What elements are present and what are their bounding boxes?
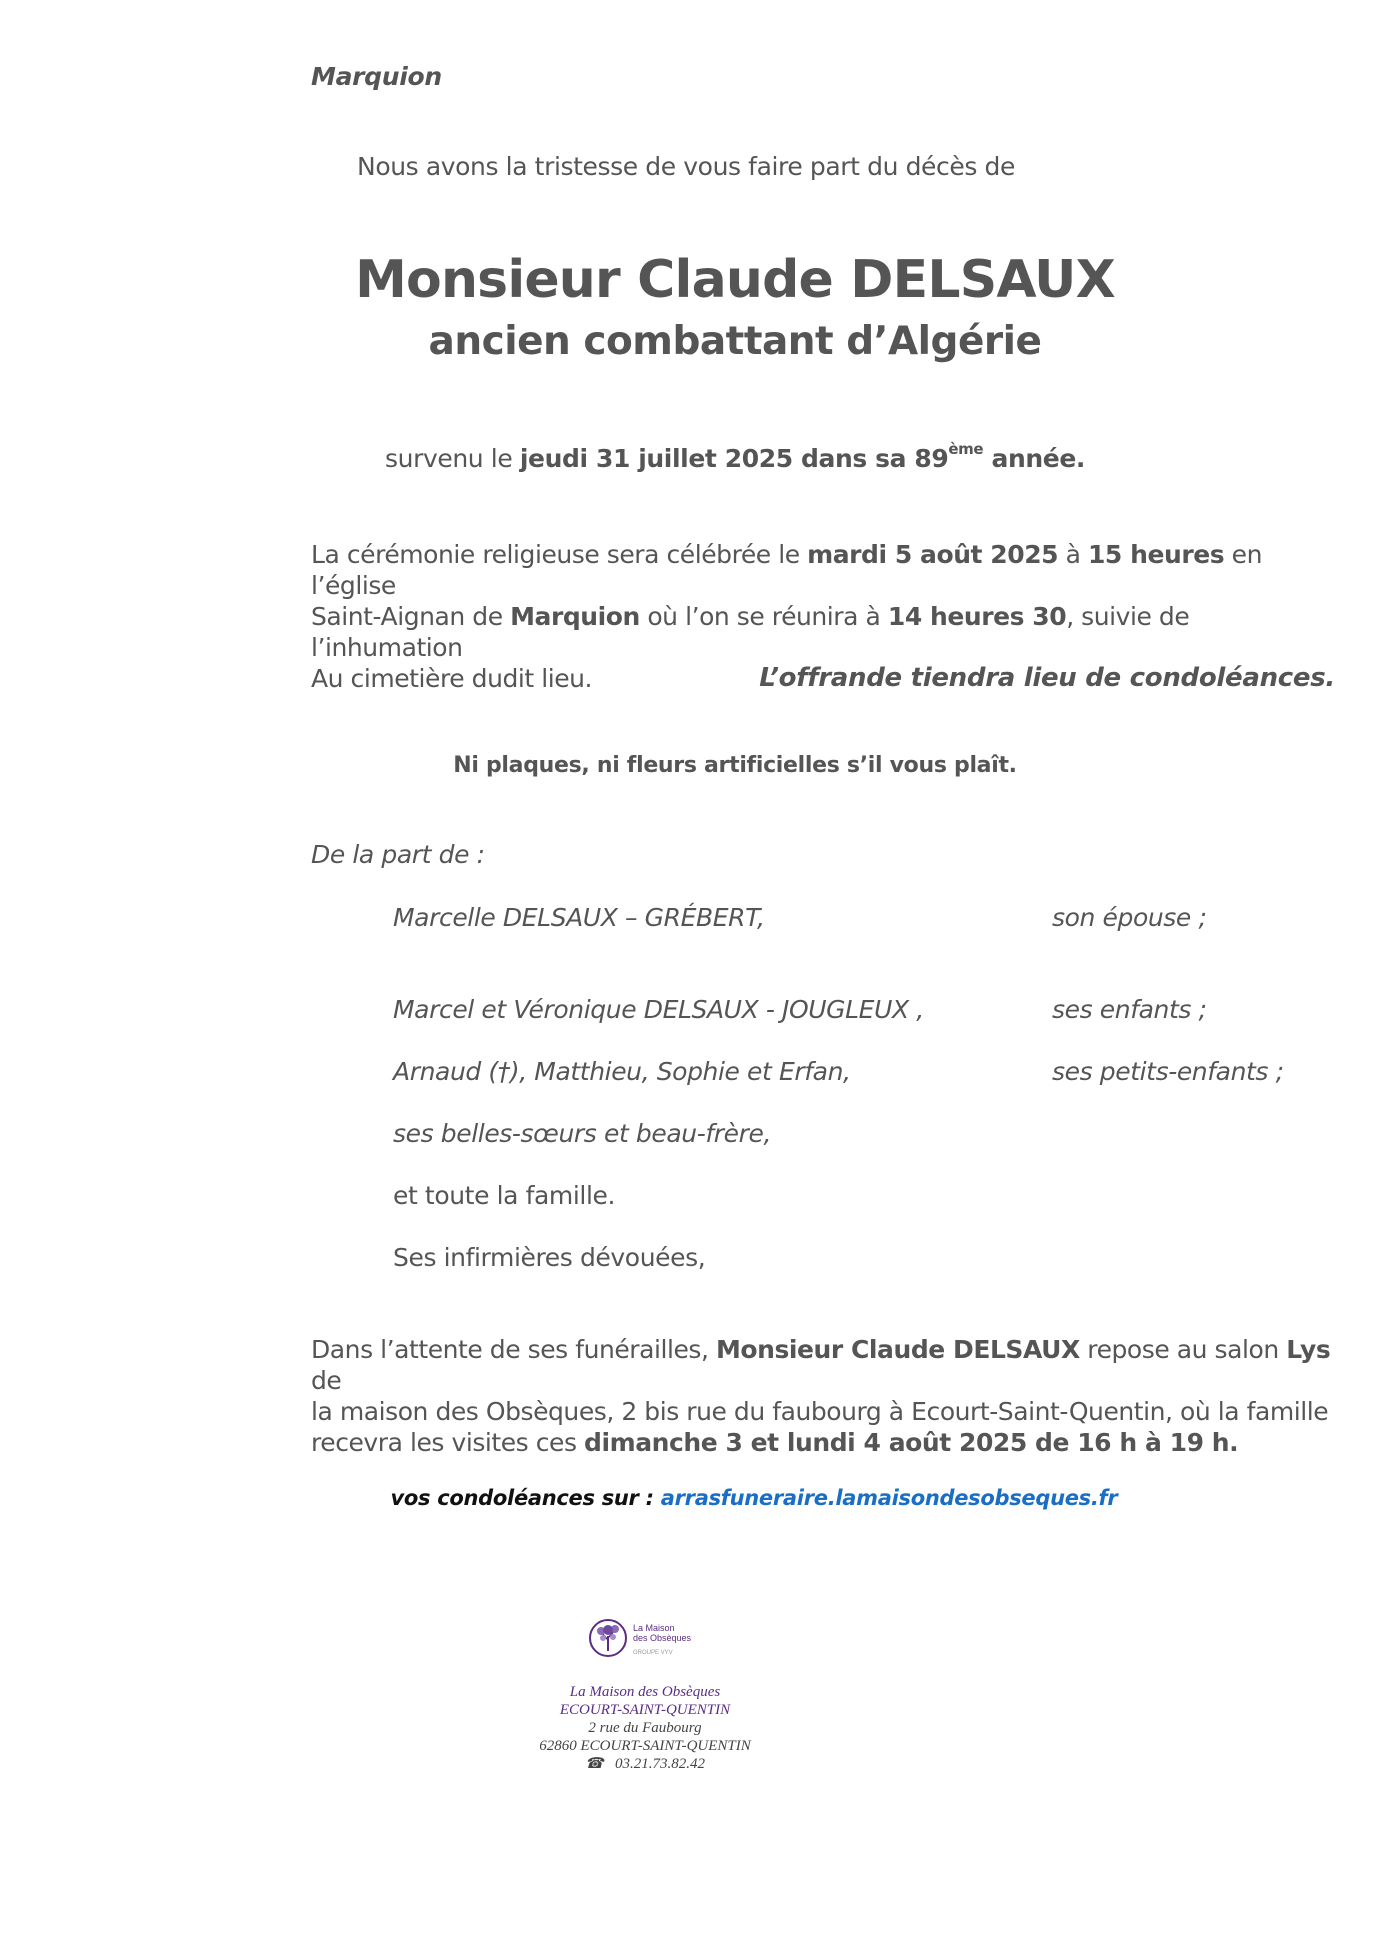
family-relation: ses enfants ; (1052, 995, 1207, 1024)
visitation-text: recevra les visites ces (311, 1428, 585, 1457)
ceremony-gathering-time: 14 heures 30 (887, 602, 1067, 631)
phone-icon: ☎ (585, 1756, 604, 1772)
visitation-text: repose au salon (1079, 1335, 1287, 1364)
no-flowers-note: Ni plaques, ni fleurs artificielles s’il vous plaît. (453, 753, 1017, 778)
family-name: Marcel et Véronique DELSAUX - JOUGLEUX , (393, 995, 924, 1024)
visitation-text: la maison des Obsèques, 2 bis rue du faubourg à Ecourt-Saint-Quentin, où la famille (311, 1397, 1329, 1426)
family-relation: son épouse ; (1052, 903, 1207, 932)
family-name: Arnaud (†), Matthieu, Sophie et Erfan, (393, 1057, 851, 1086)
intro-text: Nous avons la tristesse de vous faire part du décès de (357, 152, 1015, 181)
logo-line-3: GROUPE VYV (633, 1650, 673, 1656)
visitation-salon: Lys (1286, 1335, 1331, 1364)
company-logo (588, 1618, 698, 1662)
visitation-text: Dans l’attente de ses funérailles, (311, 1335, 716, 1364)
ceremony-date: mardi 5 août 2025 (807, 540, 1059, 569)
ceremony-text: à (1058, 540, 1088, 569)
footer-phone-line (0, 1755, 1290, 1773)
footer-company: La Maison des Obsèques (569, 1684, 721, 1700)
family-name: et toute la famille. (393, 1181, 616, 1210)
ceremony-text: Saint-Aignan de (311, 602, 511, 631)
logo-line-2: des Obsèques (633, 1633, 692, 1643)
ceremony-text: en l’église (311, 540, 1262, 600)
visitation-text: de (311, 1366, 342, 1395)
deceased-title: ancien combattant d’Algérie (428, 319, 1042, 364)
family-name: Marcelle DELSAUX – GRÉBERT, (393, 903, 765, 932)
ceremony-time: 15 heures (1087, 540, 1225, 569)
death-date: jeudi 31 juillet 2025 dans sa 89 (519, 444, 949, 473)
footer-phone: 03.21.73.82.42 (614, 1756, 705, 1772)
visitation-paragraph (311, 1334, 1331, 1458)
footer-city: ECOURT-SAINT-QUENTIN (559, 1702, 731, 1718)
logo-line-1: La Maison (633, 1623, 675, 1633)
town-heading: Marquion (311, 62, 442, 91)
family-relation: ses petits-enfants ; (1052, 1057, 1284, 1086)
condolences-line (0, 1486, 1378, 1510)
death-suffix: année. (983, 444, 1085, 473)
family-name: Ses infirmières dévouées, (393, 1243, 706, 1272)
footer-street: 2 rue du Faubourg (588, 1720, 702, 1736)
ceremony-text: , suivie de l’inhumation (311, 602, 1190, 662)
deceased-name: Monsieur Claude DELSAUX (355, 250, 1115, 310)
condolences-link[interactable]: arrasfuneraire.lamaisondesobseques.fr (660, 1486, 1118, 1510)
death-prefix: survenu le (385, 444, 520, 473)
death-date-line (0, 440, 1378, 473)
from-label: De la part de : (311, 840, 485, 869)
visitation-dates: dimanche 3 et lundi 4 août 2025 de 16 h à 19 h. (584, 1428, 1239, 1457)
visitation-name: Monsieur Claude DELSAUX (716, 1335, 1080, 1364)
ceremony-burial-text: Au cimetière dudit lieu. (311, 664, 593, 693)
tree-logo-icon (588, 1618, 698, 1662)
family-name: ses belles-sœurs et beau-frère, (393, 1119, 771, 1148)
ceremony-place: Marquion (510, 602, 640, 631)
ceremony-text: La cérémonie religieuse sera célébrée le (311, 540, 808, 569)
ceremony-text: où l’on se réunira à (639, 602, 888, 631)
death-ordinal: ème (948, 440, 984, 458)
condolences-label: vos condoléances sur : (390, 1486, 661, 1510)
footer-postal: 62860 ECOURT-SAINT-QUENTIN (539, 1738, 751, 1754)
offering-note: L’offrande tiendra lieu de condoléances. (759, 663, 1335, 693)
